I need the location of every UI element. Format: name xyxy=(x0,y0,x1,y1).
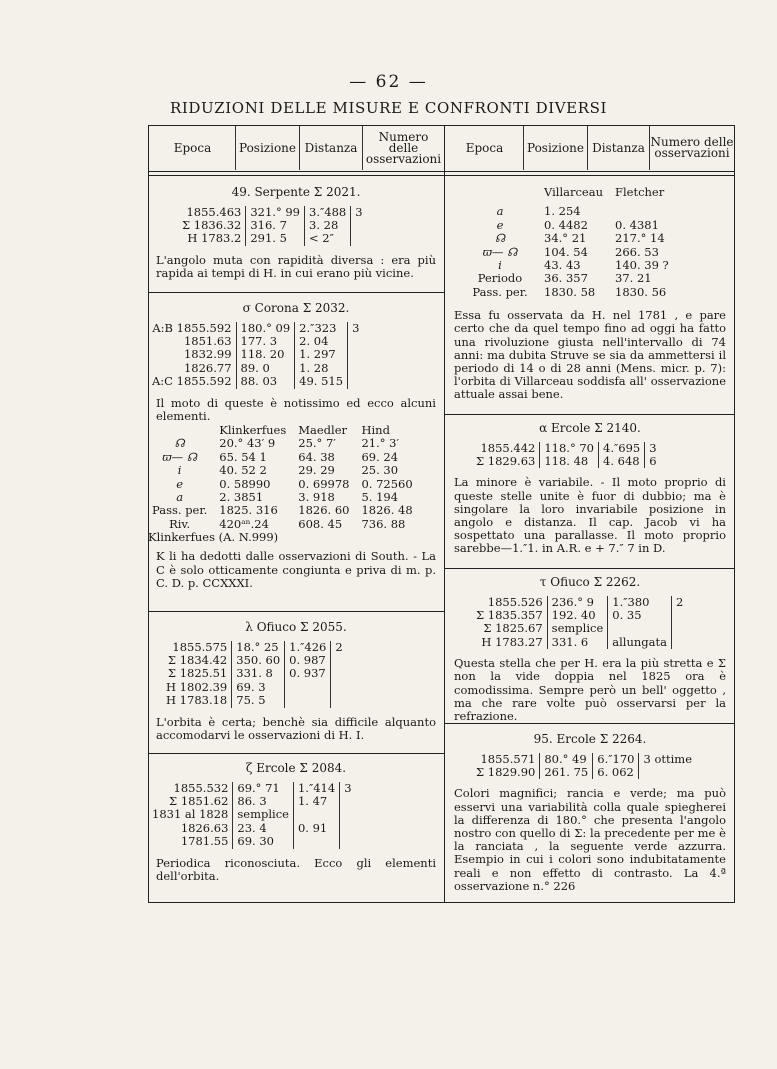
table-row: Klinkerfues Maedler Hind xyxy=(219,423,390,438)
table-row: A:B 1855.592 180.° 09 2.″323 3 xyxy=(148,322,363,335)
section-text: L'angolo muta con rapidità diversa : era più rapida ai tempi di H. in cui erano più vicine. xyxy=(156,252,436,281)
elements-table xyxy=(146,424,419,531)
section-text: La minore è variabile. - Il moto proprio di queste stelle unite è fuor di dubbio; ma è singolare la loro invariabile posizione in angolo e distanza. Il cap. Jacob vi ha sospettato una parallasse. Il moto proprio sarebbe—1.″1. in A.R. e + 7.″ 7 in D. xyxy=(454,475,726,556)
right-header xyxy=(446,126,734,170)
table-row: 1855.463 321.° 99 3.″488 3 xyxy=(178,206,367,219)
table-row: 1832.99 118. 20 1. 297 xyxy=(148,348,363,361)
header-distanza: Distanza xyxy=(300,126,363,170)
section-note: K li ha dedotti dalle osservazioni di South. - La C è solo otticamente congiunta e priva di m. p. C. D. p. CCXXXI. xyxy=(156,549,436,590)
section-heading: ζ Ercole Σ 2084. xyxy=(245,761,347,775)
measurement-table xyxy=(162,641,347,708)
section-ercole-2264 xyxy=(450,733,730,893)
table-row: Pass. per. 1825. 316 1826. 60 1826. 48 xyxy=(152,503,413,518)
table-row: Σ 1825.51 331. 8 0. 937 xyxy=(162,667,347,680)
table-row: H 1783.18 75. 5 xyxy=(162,694,347,707)
table-row: 1826.63 23. 4 0. 91 xyxy=(148,822,356,835)
table-row: Σ 1835.357 192. 40 0. 35 xyxy=(472,609,687,622)
table-row: Σ 1829.90 261. 75 6. 062 xyxy=(472,766,696,779)
table-row: a 1. 254 xyxy=(496,204,581,219)
table-row: Riv. 420ᵃⁿ.24 608. 45 736. 88 xyxy=(169,516,406,531)
section-ofiuco-2055 xyxy=(152,621,440,742)
section-rule xyxy=(444,723,735,724)
orbit-table xyxy=(462,186,675,299)
section-rule xyxy=(148,292,444,293)
table-row: A:C 1855.592 88. 03 49. 515 xyxy=(148,375,363,388)
table-row: Σ 1825.67 semplice xyxy=(472,622,687,635)
table-row: i 43. 43 140. 39 ? xyxy=(498,258,669,273)
header-posizione: Posizione xyxy=(524,126,588,170)
table-row: H 1783.2 291. 5 < 2″ xyxy=(178,232,367,245)
table-row: 1855.526 236.° 9 1.″380 2 xyxy=(472,596,687,609)
section-rule xyxy=(444,414,735,415)
table-row: H 1783.27 331. 6 allungata xyxy=(472,636,687,649)
measurement-table xyxy=(472,596,687,650)
table-row: Σ 1851.62 86. 3 1. 47 xyxy=(148,795,356,808)
section-ercole-2084 xyxy=(152,762,440,883)
table-row: e 0. 58990 0. 69978 0. 72560 xyxy=(176,476,413,491)
measurement-table xyxy=(178,206,367,246)
section-text: Colori magnifici; rancia e verde; ma può esservi una variabilità colla quale spiegherei la differenza di 180.° che presenta l'angolo nostro con quello di Σ: la precedente per me è la ranciata , la seguente verde azzurra. Esempio in cui i colori sono indubitatamente reali e non effetto di contrasto. La 4.ª osservazione n.° 226 xyxy=(454,786,726,893)
table-row: 1826.77 89. 0 1. 28 xyxy=(148,362,363,375)
table-row: 1851.63 177. 3 2. 04 xyxy=(148,335,363,348)
section-ercole-2140 xyxy=(450,422,730,556)
section-rule xyxy=(148,753,444,754)
table-row: a 2. 3851 3. 918 5. 194 xyxy=(176,490,399,505)
section-text: L'orbita è certa; benchè sia difficile alquanto accomodarvi le osservazioni di H. I. xyxy=(156,714,436,742)
table-row: H 1802.39 69. 3 xyxy=(162,681,347,694)
section-heading: σ Corona Σ 2032. xyxy=(242,301,350,315)
section-text: Essa fu osservata da H. nel 1781 , e pare certo che da quel tempo fino ad oggi ha fatto una rivoluzione giusta nell'intervallo di 74 anni: ma dubita Struve se sia da ammettersi il periodo di 14 o di 28 anni (Mens. micr. p. 7): l'orbita di Villarceau soddisfa all' osservazione attuale assai bene. xyxy=(454,308,726,402)
header-epoca: Epoca xyxy=(150,126,236,170)
section-ofiuco-2262 xyxy=(450,576,730,723)
page-number: — 62 — xyxy=(349,72,428,92)
section-text: Questa stella che per H. era la più stretta e Σ non la vide doppia nel 1825 ora è comodissima. Sempre però un bell' oggetto , ma che rare volte può osservarsi per la refrazione. xyxy=(454,656,726,724)
section-heading: λ Ofiuco Σ 2055. xyxy=(245,620,347,634)
table-row: Villarceau Fletcher xyxy=(544,185,665,199)
table-row: Σ 1834.42 350. 60 0. 987 xyxy=(162,654,347,667)
table-row: 1855.532 69.° 71 1.″414 3 xyxy=(148,782,356,795)
table-row: 1831 al 1828 semplice xyxy=(148,808,356,821)
section-heading: 49. Serpente Σ 2021. xyxy=(231,185,361,199)
section-text: Il moto di queste è notissimo ed ecco alcuni elementi. xyxy=(156,395,436,423)
measurement-table xyxy=(472,753,696,780)
section-heading: 95. Ercole Σ 2264. xyxy=(533,732,647,746)
table-row: ϖ— ☊ 104. 54 266. 53 xyxy=(482,244,659,259)
section-corona-2032 xyxy=(148,301,440,590)
elements-source: Klinkerfues (A. N.999) xyxy=(148,530,279,545)
table-row: 1781.55 69. 30 xyxy=(148,835,356,848)
section-text: Periodica riconosciuta. Ecco gli elementi dell'orbita. xyxy=(156,855,436,883)
page-title: RIDUZIONI DELLE MISURE E CONFRONTI DIVERSI xyxy=(169,99,608,117)
header-epoca: Epoca xyxy=(446,126,524,170)
header-distanza: Distanza xyxy=(588,126,650,170)
header-rule xyxy=(148,175,735,176)
header-posizione: Posizione xyxy=(236,126,300,170)
column-divider xyxy=(444,125,445,903)
section-heading: α Ercole Σ 2140. xyxy=(539,421,641,435)
table-row: 1855.571 80.° 49 6.″170 3 ottime xyxy=(472,753,696,766)
section-orbit-elements xyxy=(450,186,730,402)
table-row: ϖ— ☊ 65. 54 1 64. 38 69. 24 xyxy=(162,449,399,464)
table-row: 1855.442 118.° 70 4.″695 3 xyxy=(472,442,661,455)
table-row: 1855.575 18.° 25 1.″426 2 xyxy=(162,641,347,654)
measurement-table xyxy=(148,322,363,389)
measurement-table xyxy=(472,442,661,469)
section-rule xyxy=(444,568,735,569)
table-row: Periodo 36. 357 37. 21 xyxy=(477,271,652,286)
table-row: e 0. 4482 0. 4381 xyxy=(496,217,659,232)
left-header xyxy=(150,126,444,170)
section-serpente-2021 xyxy=(152,186,440,280)
table-row: i 40. 52 2 29. 29 25. 30 xyxy=(177,463,399,478)
table-row: Σ 1836.32 316. 7 3. 28 xyxy=(178,219,367,232)
section-rule xyxy=(148,611,444,612)
header-rule xyxy=(148,171,735,172)
table-row: Σ 1829.63 118. 48 4. 648 6 xyxy=(472,455,661,468)
table-row: ☊ 20.° 43′ 9 25.° 7′ 21.° 3′ xyxy=(174,436,400,451)
header-numero: Numero delle osservazioni xyxy=(650,135,734,160)
measurement-table xyxy=(148,782,356,849)
table-row: ☊ 34.° 21 217.° 14 xyxy=(494,231,665,246)
section-heading: τ Ofiuco Σ 2262. xyxy=(539,575,641,589)
table-row: Pass. per. 1830. 58 1830. 56 xyxy=(472,284,667,299)
header-numero: Numero delle osservazioni xyxy=(365,129,442,166)
